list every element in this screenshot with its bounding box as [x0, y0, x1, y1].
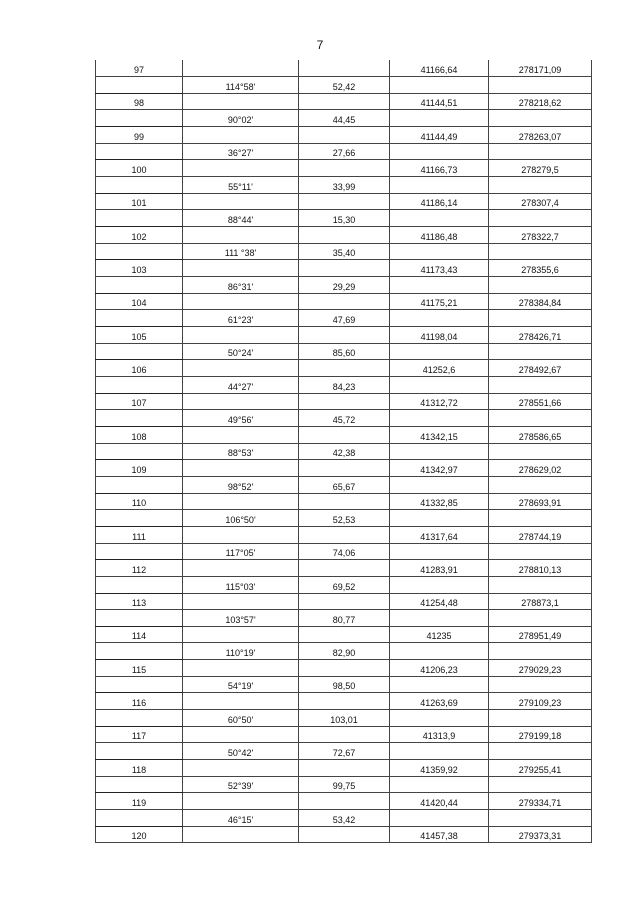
cell-point: 103: [96, 260, 183, 277]
cell-y: [489, 776, 592, 793]
cell-y: [489, 576, 592, 593]
cell-point: [96, 443, 183, 460]
cell-point: 108: [96, 426, 183, 443]
cell-distance: 65,67: [299, 476, 390, 493]
point-row: [96, 593, 592, 610]
cell-y: 279029,23: [489, 660, 592, 677]
cell-y: 278551,66: [489, 393, 592, 410]
cell-y: 278873,1: [489, 593, 592, 610]
cell-x: [390, 77, 489, 94]
cell-distance: [299, 626, 390, 643]
leg-row: [96, 610, 592, 627]
cell-x: [390, 310, 489, 327]
cell-angle: [183, 526, 299, 543]
cell-angle: [183, 127, 299, 144]
cell-distance: 80,77: [299, 610, 390, 627]
cell-angle: 86°31': [183, 277, 299, 294]
cell-y: [489, 743, 592, 760]
cell-distance: [299, 260, 390, 277]
cell-angle: 98°52': [183, 476, 299, 493]
cell-distance: [299, 760, 390, 777]
leg-row: [96, 443, 592, 460]
cell-distance: [299, 826, 390, 843]
cell-x: 41359,92: [390, 760, 489, 777]
cell-angle: [183, 493, 299, 510]
cell-x: 41186,14: [390, 193, 489, 210]
cell-angle: [183, 193, 299, 210]
cell-angle: [183, 626, 299, 643]
cell-x: [390, 443, 489, 460]
point-row: [96, 760, 592, 777]
cell-y: [489, 710, 592, 727]
cell-y: [489, 376, 592, 393]
cell-y: [489, 476, 592, 493]
cell-y: 278171,09: [489, 60, 592, 77]
leg-row: [96, 643, 592, 660]
cell-y: 279334,71: [489, 793, 592, 810]
cell-y: 278307,4: [489, 193, 592, 210]
cell-point: [96, 376, 183, 393]
point-row: [96, 327, 592, 344]
leg-row: [96, 510, 592, 527]
point-row: [96, 693, 592, 710]
cell-angle: 61°23': [183, 310, 299, 327]
cell-point: [96, 743, 183, 760]
cell-angle: [183, 360, 299, 377]
cell-point: [96, 277, 183, 294]
cell-point: 120: [96, 826, 183, 843]
cell-y: [489, 243, 592, 260]
cell-y: [489, 510, 592, 527]
cell-distance: [299, 560, 390, 577]
cell-distance: 72,67: [299, 743, 390, 760]
cell-point: 98: [96, 93, 183, 110]
cell-y: 278384,84: [489, 293, 592, 310]
cell-x: [390, 610, 489, 627]
cell-distance: [299, 593, 390, 610]
cell-x: [390, 643, 489, 660]
cell-point: 97: [96, 60, 183, 77]
cell-x: 41175,21: [390, 293, 489, 310]
cell-point: 110: [96, 493, 183, 510]
cell-distance: [299, 693, 390, 710]
cell-y: [489, 77, 592, 94]
leg-row: [96, 776, 592, 793]
cell-angle: [183, 227, 299, 244]
cell-angle: [183, 327, 299, 344]
cell-point: [96, 710, 183, 727]
cell-x: 41420,44: [390, 793, 489, 810]
cell-distance: 45,72: [299, 410, 390, 427]
cell-x: 41198,04: [390, 327, 489, 344]
cell-point: [96, 177, 183, 194]
cell-point: [96, 77, 183, 94]
cell-angle: [183, 393, 299, 410]
cell-x: [390, 243, 489, 260]
cell-y: [489, 110, 592, 127]
leg-row: [96, 710, 592, 727]
cell-angle: 46°15': [183, 810, 299, 827]
cell-x: [390, 210, 489, 227]
cell-x: 41332,85: [390, 493, 489, 510]
coordinates-table-body: [96, 60, 592, 843]
cell-angle: 50°42': [183, 743, 299, 760]
cell-angle: 110°19': [183, 643, 299, 660]
cell-angle: [183, 260, 299, 277]
cell-angle: [183, 826, 299, 843]
cell-distance: [299, 460, 390, 477]
cell-distance: 33,99: [299, 177, 390, 194]
cell-point: 101: [96, 193, 183, 210]
cell-point: [96, 476, 183, 493]
cell-y: 278810,13: [489, 560, 592, 577]
cell-x: [390, 110, 489, 127]
cell-x: [390, 776, 489, 793]
leg-row: [96, 376, 592, 393]
cell-x: 41252,6: [390, 360, 489, 377]
point-row: [96, 260, 592, 277]
cell-angle: 52°39': [183, 776, 299, 793]
cell-point: 117: [96, 726, 183, 743]
leg-row: [96, 476, 592, 493]
cell-x: [390, 676, 489, 693]
cell-x: 41263,69: [390, 693, 489, 710]
cell-angle: 117°05': [183, 543, 299, 560]
point-row: [96, 393, 592, 410]
cell-distance: 98,50: [299, 676, 390, 693]
cell-point: [96, 676, 183, 693]
leg-row: [96, 110, 592, 127]
cell-point: [96, 210, 183, 227]
cell-y: 278355,6: [489, 260, 592, 277]
point-row: [96, 93, 592, 110]
cell-angle: 55°11': [183, 177, 299, 194]
cell-angle: [183, 460, 299, 477]
cell-y: [489, 810, 592, 827]
cell-distance: 15,30: [299, 210, 390, 227]
cell-point: [96, 310, 183, 327]
cell-y: 279109,23: [489, 693, 592, 710]
cell-angle: 111 °38': [183, 243, 299, 260]
cell-x: [390, 410, 489, 427]
cell-y: [489, 177, 592, 194]
point-row: [96, 726, 592, 743]
cell-y: [489, 143, 592, 160]
cell-y: 278951,49: [489, 626, 592, 643]
point-row: [96, 660, 592, 677]
cell-distance: 44,45: [299, 110, 390, 127]
cell-point: 119: [96, 793, 183, 810]
cell-x: [390, 543, 489, 560]
cell-distance: [299, 493, 390, 510]
cell-distance: 35,40: [299, 243, 390, 260]
cell-x: 41235: [390, 626, 489, 643]
cell-point: [96, 643, 183, 660]
cell-x: 41144,51: [390, 93, 489, 110]
cell-y: [489, 610, 592, 627]
cell-angle: [183, 160, 299, 177]
point-row: [96, 793, 592, 810]
leg-row: [96, 143, 592, 160]
cell-point: 109: [96, 460, 183, 477]
leg-row: [96, 743, 592, 760]
cell-point: [96, 610, 183, 627]
cell-x: 41144,49: [390, 127, 489, 144]
cell-angle: [183, 693, 299, 710]
cell-angle: 44°27': [183, 376, 299, 393]
point-row: [96, 426, 592, 443]
cell-point: 104: [96, 293, 183, 310]
cell-distance: 103,01: [299, 710, 390, 727]
cell-distance: [299, 393, 390, 410]
point-row: [96, 227, 592, 244]
cell-y: [489, 210, 592, 227]
cell-y: [489, 676, 592, 693]
cell-distance: [299, 726, 390, 743]
cell-point: 102: [96, 227, 183, 244]
cell-distance: [299, 293, 390, 310]
cell-x: [390, 177, 489, 194]
cell-x: 41342,15: [390, 426, 489, 443]
cell-distance: [299, 127, 390, 144]
cell-y: [489, 443, 592, 460]
cell-x: 41317,64: [390, 526, 489, 543]
leg-row: [96, 343, 592, 360]
point-row: [96, 626, 592, 643]
cell-distance: 53,42: [299, 810, 390, 827]
cell-distance: [299, 160, 390, 177]
cell-point: 100: [96, 160, 183, 177]
cell-y: [489, 643, 592, 660]
cell-y: 278426,71: [489, 327, 592, 344]
point-row: [96, 293, 592, 310]
cell-y: 278492,67: [489, 360, 592, 377]
point-row: [96, 160, 592, 177]
cell-y: 278629,02: [489, 460, 592, 477]
cell-point: [96, 243, 183, 260]
cell-point: [96, 410, 183, 427]
cell-point: [96, 543, 183, 560]
cell-distance: [299, 327, 390, 344]
cell-distance: [299, 793, 390, 810]
cell-point: [96, 143, 183, 160]
cell-x: 41254,48: [390, 593, 489, 610]
cell-x: [390, 510, 489, 527]
cell-angle: 106°50': [183, 510, 299, 527]
point-row: [96, 60, 592, 77]
cell-point: 118: [96, 760, 183, 777]
cell-distance: 99,75: [299, 776, 390, 793]
point-row: [96, 560, 592, 577]
cell-x: 41206,23: [390, 660, 489, 677]
cell-y: 278218,62: [489, 93, 592, 110]
cell-point: 114: [96, 626, 183, 643]
leg-row: [96, 310, 592, 327]
cell-point: [96, 810, 183, 827]
cell-y: 279255,41: [489, 760, 592, 777]
cell-distance: 82,90: [299, 643, 390, 660]
cell-point: 112: [96, 560, 183, 577]
cell-y: [489, 410, 592, 427]
cell-y: 278322,7: [489, 227, 592, 244]
cell-distance: [299, 193, 390, 210]
cell-y: [489, 277, 592, 294]
cell-y: 278693,91: [489, 493, 592, 510]
point-row: [96, 826, 592, 843]
point-row: [96, 360, 592, 377]
cell-y: 278263,07: [489, 127, 592, 144]
cell-angle: 36°27': [183, 143, 299, 160]
cell-x: [390, 710, 489, 727]
leg-row: [96, 243, 592, 260]
cell-angle: [183, 560, 299, 577]
cell-x: [390, 277, 489, 294]
cell-angle: [183, 760, 299, 777]
cell-x: 41166,64: [390, 60, 489, 77]
cell-distance: 27,66: [299, 143, 390, 160]
cell-y: [489, 310, 592, 327]
cell-x: 41313,9: [390, 726, 489, 743]
cell-angle: 50°24': [183, 343, 299, 360]
leg-row: [96, 410, 592, 427]
cell-angle: 115°03': [183, 576, 299, 593]
cell-point: 99: [96, 127, 183, 144]
cell-x: [390, 376, 489, 393]
cell-x: [390, 143, 489, 160]
cell-point: [96, 343, 183, 360]
cell-distance: 42,38: [299, 443, 390, 460]
point-row: [96, 493, 592, 510]
cell-distance: [299, 526, 390, 543]
point-row: [96, 193, 592, 210]
cell-angle: [183, 93, 299, 110]
cell-x: [390, 476, 489, 493]
cell-angle: [183, 293, 299, 310]
cell-angle: [183, 426, 299, 443]
cell-y: [489, 543, 592, 560]
cell-point: [96, 776, 183, 793]
cell-y: 279199,18: [489, 726, 592, 743]
cell-angle: 88°53': [183, 443, 299, 460]
cell-x: 41166,73: [390, 160, 489, 177]
cell-angle: [183, 793, 299, 810]
cell-distance: 47,69: [299, 310, 390, 327]
leg-row: [96, 810, 592, 827]
cell-distance: 69,52: [299, 576, 390, 593]
cell-point: 111: [96, 526, 183, 543]
cell-angle: [183, 660, 299, 677]
leg-row: [96, 277, 592, 294]
cell-point: 115: [96, 660, 183, 677]
cell-angle: 114°58': [183, 77, 299, 94]
cell-angle: 90°02': [183, 110, 299, 127]
cell-angle: 60°50': [183, 710, 299, 727]
cell-x: 41186,48: [390, 227, 489, 244]
cell-point: 107: [96, 393, 183, 410]
cell-x: 41173,43: [390, 260, 489, 277]
point-row: [96, 127, 592, 144]
cell-x: 41457,38: [390, 826, 489, 843]
cell-x: [390, 343, 489, 360]
page-number: 7: [316, 38, 324, 52]
cell-x: [390, 810, 489, 827]
cell-x: 41312,72: [390, 393, 489, 410]
point-row: [96, 526, 592, 543]
cell-distance: 29,29: [299, 277, 390, 294]
cell-distance: 74,06: [299, 543, 390, 560]
cell-distance: 84,23: [299, 376, 390, 393]
cell-x: [390, 743, 489, 760]
cell-x: 41342,97: [390, 460, 489, 477]
cell-distance: [299, 60, 390, 77]
cell-angle: 49°56': [183, 410, 299, 427]
cell-distance: [299, 93, 390, 110]
coordinates-table: [95, 60, 592, 843]
cell-point: 116: [96, 693, 183, 710]
cell-y: [489, 343, 592, 360]
cell-point: [96, 576, 183, 593]
leg-row: [96, 676, 592, 693]
cell-distance: 52,42: [299, 77, 390, 94]
cell-angle: [183, 60, 299, 77]
cell-y: 279373,31: [489, 826, 592, 843]
point-row: [96, 460, 592, 477]
cell-y: 278586,65: [489, 426, 592, 443]
cell-distance: [299, 360, 390, 377]
cell-angle: 54°19': [183, 676, 299, 693]
leg-row: [96, 543, 592, 560]
cell-distance: [299, 227, 390, 244]
cell-point: 105: [96, 327, 183, 344]
leg-row: [96, 177, 592, 194]
cell-angle: 103°57': [183, 610, 299, 627]
cell-x: [390, 576, 489, 593]
cell-point: [96, 510, 183, 527]
cell-angle: [183, 593, 299, 610]
cell-angle: [183, 726, 299, 743]
cell-distance: 85,60: [299, 343, 390, 360]
cell-distance: [299, 660, 390, 677]
cell-angle: 88°44': [183, 210, 299, 227]
cell-distance: [299, 426, 390, 443]
cell-y: 278744,19: [489, 526, 592, 543]
cell-point: [96, 110, 183, 127]
cell-point: 106: [96, 360, 183, 377]
cell-point: 113: [96, 593, 183, 610]
cell-y: 278279,5: [489, 160, 592, 177]
leg-row: [96, 576, 592, 593]
cell-x: 41283,91: [390, 560, 489, 577]
leg-row: [96, 77, 592, 94]
leg-row: [96, 210, 592, 227]
cell-distance: 52,53: [299, 510, 390, 527]
